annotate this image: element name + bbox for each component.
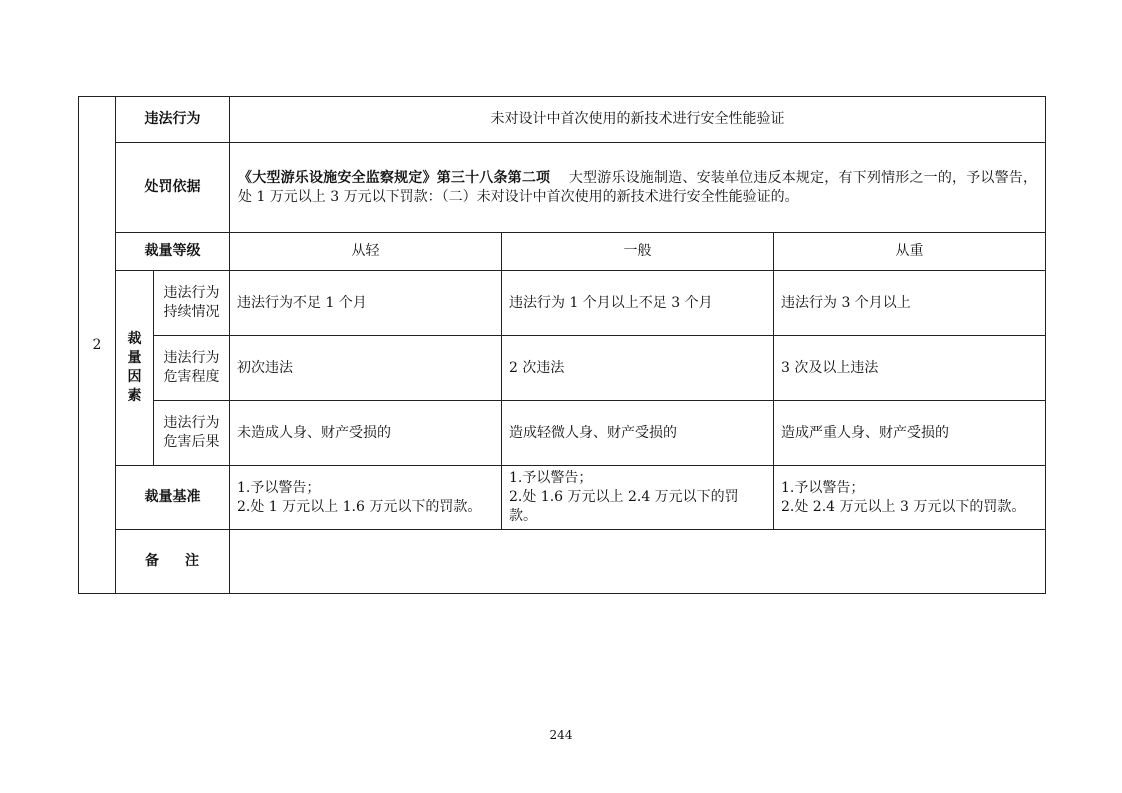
factors-label-char: 裁 bbox=[127, 331, 142, 347]
notes-row bbox=[79, 530, 1046, 594]
factor-value: 造成严重人身、财产受损的 bbox=[774, 401, 1046, 466]
level-severe: 从重 bbox=[774, 233, 1046, 271]
factor-value: 造成轻微人身、财产受损的 bbox=[502, 401, 774, 466]
factors-label bbox=[116, 271, 154, 466]
standard-line: 1.予以警告； bbox=[509, 470, 593, 486]
level-lenient: 从轻 bbox=[230, 233, 502, 271]
row-number: 2 bbox=[79, 97, 116, 594]
factor-row-harm-consequence bbox=[79, 401, 1046, 466]
factor-label-line: 危害后果 bbox=[163, 434, 220, 450]
level-general: 一般 bbox=[502, 233, 774, 271]
factor-value: 违法行为 3 个月以上 bbox=[774, 271, 1046, 336]
basis-row bbox=[79, 143, 1046, 233]
factors-label-char: 量 bbox=[127, 350, 142, 366]
notes-content bbox=[230, 530, 1046, 594]
factor-row-harm-degree bbox=[79, 336, 1046, 401]
standard-general bbox=[502, 466, 774, 530]
standard-line: 1.予以警告； bbox=[781, 479, 865, 496]
standard-line: 1.予以警告； bbox=[237, 479, 321, 496]
factor-value: 2 次违法 bbox=[502, 336, 774, 401]
standard-severe bbox=[774, 466, 1046, 530]
standard-label: 裁量基准 bbox=[116, 466, 230, 530]
standard-line: 2.处 1 万元以上 1.6 万元以下的罚款。 bbox=[237, 498, 482, 515]
penalty-discretion-table bbox=[78, 96, 1046, 594]
standard-line: 2.处 2.4 万元以上 3 万元以下的罚款。 bbox=[781, 498, 1026, 515]
basis-label: 处罚依据 bbox=[116, 143, 230, 233]
factor-label-line: 危害程度 bbox=[163, 369, 220, 385]
factor-label-line: 持续情况 bbox=[163, 304, 220, 320]
factor-row-duration bbox=[79, 271, 1046, 336]
levels-label: 裁量等级 bbox=[116, 233, 230, 271]
violation-row bbox=[79, 97, 1046, 143]
factor-label-line: 违法行为 bbox=[163, 350, 220, 366]
factor-value: 未造成人身、财产受损的 bbox=[230, 401, 502, 466]
factors-label-char: 素 bbox=[127, 388, 142, 404]
notes-label: 备注 bbox=[116, 530, 230, 594]
factor-label-line: 违法行为 bbox=[163, 285, 220, 301]
violation-text: 未对设计中首次使用的新技术进行安全性能验证 bbox=[230, 97, 1046, 143]
factor-label-harm-degree bbox=[154, 336, 230, 401]
standard-lenient bbox=[230, 466, 502, 530]
violation-label: 违法行为 bbox=[116, 97, 230, 143]
basis-regulation: 《大型游乐设施安全监察规定》第三十八条第二项 bbox=[238, 169, 551, 186]
standard-line: 2.处 1.6 万元以上 2.4 万元以下的罚款。 bbox=[509, 489, 739, 524]
factor-label-harm-consequence bbox=[154, 401, 230, 466]
basis-content bbox=[230, 143, 1046, 233]
levels-row bbox=[79, 233, 1046, 271]
factor-value: 违法行为不足 1 个月 bbox=[230, 271, 502, 336]
factors-label-char: 因 bbox=[127, 369, 142, 385]
basis-text: 大型游乐设施制造、安装单位违反本规定，有下列情形之一的，予以警告，处 1 万元以上 3 万元以下罚款：（二）未对设计中首次使用的新技术进行安全性能验证的。 bbox=[238, 169, 1037, 205]
standard-row bbox=[79, 466, 1046, 530]
page-number: 244 bbox=[549, 728, 573, 742]
factor-value: 3 次及以上违法 bbox=[774, 336, 1046, 401]
factor-label-duration bbox=[154, 271, 230, 336]
factor-value: 初次违法 bbox=[230, 336, 502, 401]
factor-value: 违法行为 1 个月以上不足 3 个月 bbox=[502, 271, 774, 336]
factor-label-line: 违法行为 bbox=[163, 415, 220, 431]
